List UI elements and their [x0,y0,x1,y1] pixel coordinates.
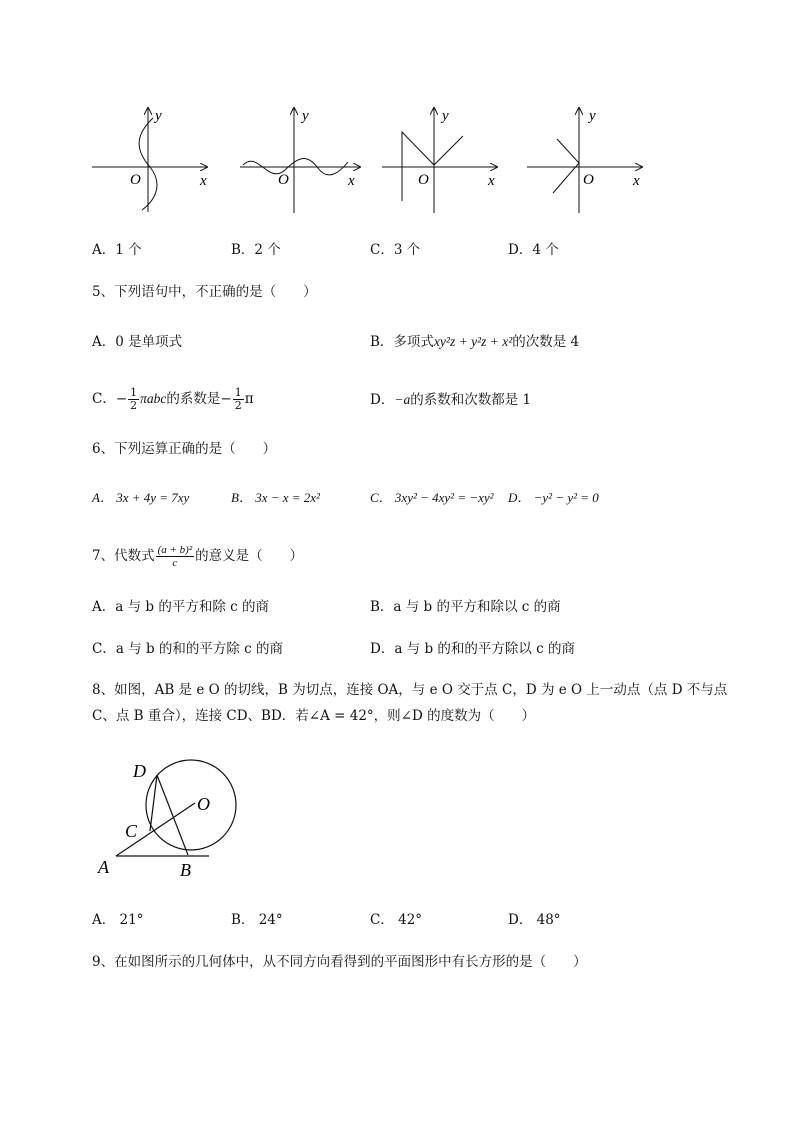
q4-option-c[interactable]: C．3 个 [370,242,421,258]
fig-label-d: D [133,761,146,781]
graph-c-origin: O [418,172,429,188]
q5-optc-fraction [128,387,139,412]
graph-b-origin: O [278,172,289,188]
q6-option-d[interactable]: D． −y² − y² = 0 [508,490,599,505]
q7-option-c[interactable]: C．a 与 b 的和的平方除 c 的商 [92,641,284,657]
q5-optd-expr: −a [394,392,411,407]
q7-stem-suffix: 的意义是（ ） [195,548,304,564]
graph-a-origin: O [130,172,141,188]
graph-d-origin: O [583,172,594,188]
q8-option-b[interactable]: B． 24° [231,912,283,928]
q5-optb-prefix: B．多项式 [370,334,434,350]
q5-optc-minus: − [115,391,128,407]
graph-d-x: x [633,173,640,189]
graph-a-y: y [155,108,162,124]
q7-stem-prefix: 7、代数式 [92,548,155,564]
q8-circle-figure [95,755,255,885]
q5-optc-fraction2 [233,387,244,412]
q9-stem: 9、在如图所示的几何体中，从不同方向看得到的平面图形中有长方形的是（ ） [92,954,587,970]
q4-option-b[interactable]: B．2 个 [231,242,281,258]
q5-optc-num2: 1 [234,386,242,399]
q5-option-b[interactable] [370,333,579,351]
q8-option-d[interactable]: D． 48° [508,912,561,928]
q5-optc-minus2: − [220,391,232,407]
q8-stem-line2: C、点 B 重合），连接 CD、BD．若∠A = 42°，则∠D 的度数为（ ） [92,708,536,724]
q5-optb-suffix: 的次数是 4 [512,334,580,350]
q7-fraction [156,544,195,569]
graph-c-y: y [442,108,449,124]
q7-stem [92,541,303,571]
fig-label-c: C [125,821,138,841]
q6-option-c[interactable]: C． 3xy² − 4xy² = −xy² [370,490,494,505]
fig-label-a: A [98,857,109,877]
q5-optc-den: 2 [130,399,138,412]
q5-option-d[interactable] [370,391,531,409]
q5-optc-prefix: C． [92,391,116,407]
q6-stem: 6、下列运算正确的是（ ） [92,441,277,457]
q7-frac-den: c [172,557,178,569]
q8-stem-line1: 8、如图，AB 是 e O 的切线，B 为切点，连接 OA，与 e O 交于点 C，D 为 e O 上一动点（点 D 不与点 [92,682,728,698]
graph-d-y: y [589,108,596,124]
q5-option-c[interactable] [92,384,254,414]
q5-optc-den2: 2 [234,399,242,412]
graph-b-x: x [348,173,355,189]
q6-option-b[interactable]: B． 3x − x = 2x² [231,490,320,505]
q7-option-a[interactable]: A．a 与 b 的平方和除 c 的商 [92,599,269,615]
graph-d [527,108,642,213]
q7-option-d[interactable]: D．a 与 b 的和的平方除以 c 的商 [370,641,576,657]
graph-b-y: y [302,108,309,124]
q5-optd-prefix: D． [370,392,395,408]
q5-optc-pi: π [244,391,254,407]
q4-option-d[interactable]: D．4 个 [508,242,559,258]
q7-frac-num: (a + b)² [157,544,193,556]
q4-option-a[interactable]: A．1 个 [92,242,142,258]
q8-option-a[interactable]: A． 21° [92,912,144,928]
q5-optc-text: 的系数是 [166,391,221,407]
graph-a-x: x [200,173,207,189]
q5-option-a[interactable]: A．0 是单项式 [92,334,183,350]
q6-option-a[interactable]: A． 3x + 4y = 7xy [92,490,190,505]
graph-c-x: x [488,173,495,189]
q8-option-c[interactable]: C． 42° [370,912,423,928]
q4-graphs-figure [0,0,794,230]
fig-label-o: O [197,794,210,814]
q5-optd-suffix: 的系数和次数都是 1 [410,392,532,408]
q7-option-b[interactable]: B．a 与 b 的平方和除以 c 的商 [370,599,561,615]
q5-optc-mid: πabc [140,391,167,406]
graph-a [92,108,207,212]
graph-c [382,108,497,213]
fig-label-b: B [180,860,191,880]
q5-stem: 5、下列语句中，不正确的是（ ） [92,284,317,300]
q5-optb-expr: xy²z + y²z + x² [433,334,513,349]
q5-optc-num: 1 [130,386,138,399]
graph-b [240,108,360,213]
